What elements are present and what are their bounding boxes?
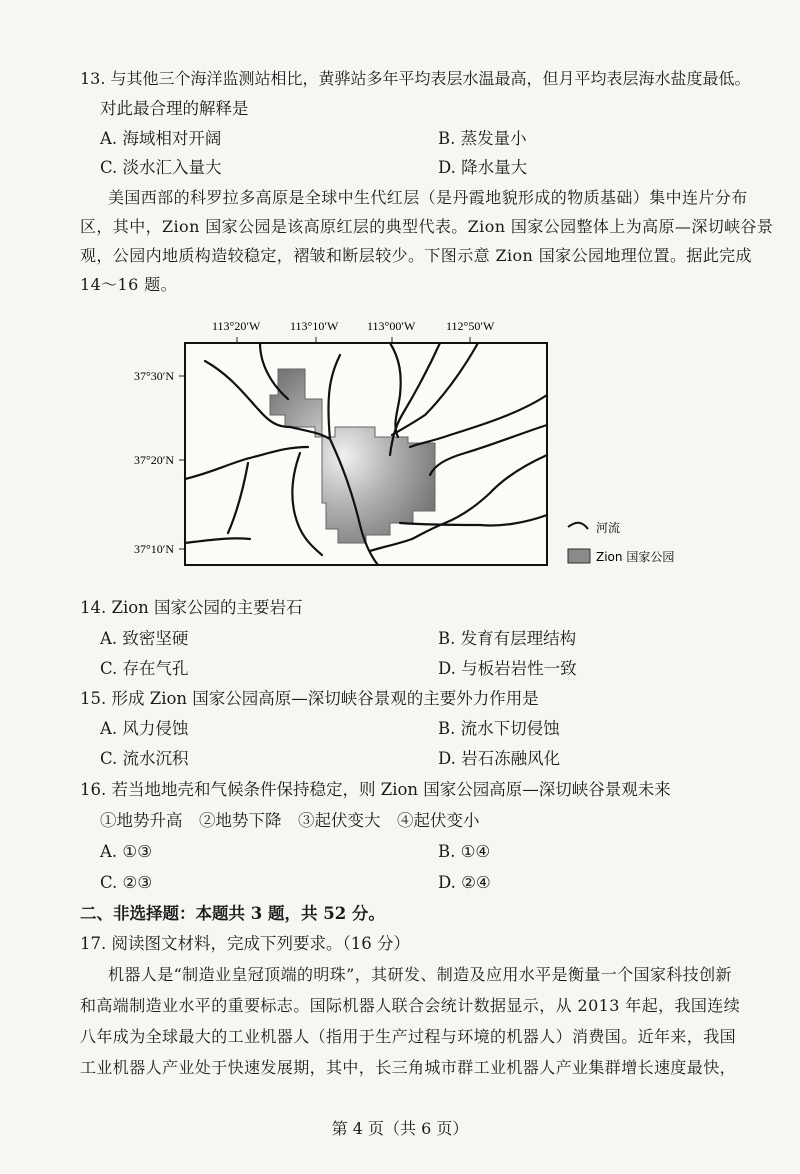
legend-river-label: 河流	[596, 521, 621, 535]
q15-stem: 15. 形成 Zion 国家公园高原—深切峡谷景观的主要外力作用是	[80, 689, 539, 708]
q16-option-c: C. ②③	[100, 873, 153, 892]
legend-park-label: Zion 国家公园	[596, 550, 675, 564]
q14-option-d: D. 与板岩岩性一致	[438, 659, 577, 678]
q16-option-a: A. ①③	[100, 842, 152, 861]
q13-option-a: A. 海域相对开阔	[100, 129, 222, 148]
q15-option-c: C. 流水沉积	[100, 749, 189, 768]
q14-option-c: C. 存在气孔	[100, 659, 189, 678]
q14-option-b: B. 发育有层理结构	[438, 629, 577, 648]
section-2-title: 二、非选择题：本题共 3 题，共 52 分。	[80, 904, 385, 923]
q17-line-1: 机器人是“制造业皇冠顶端的明珠”，其研发、制造及应用水平是衡量一个国家科技创新	[108, 965, 732, 984]
page-number: 第 4 页（共 6 页）	[331, 1119, 469, 1138]
legend-park-swatch	[568, 549, 590, 563]
q17-line-4: 工业机器人产业处于快速发展期，其中，长三角城市群工业机器人产业集群增长速度最快，	[80, 1058, 737, 1077]
q15-option-d: D. 岩石冻融风化	[438, 749, 561, 768]
legend-river-icon	[568, 523, 588, 529]
q17-line-3: 八年成为全球最大的工业机器人（指用于生产过程与环境的机器人）消费国。近年来，我国	[80, 1027, 737, 1046]
lat-label-3: 37°10′N	[134, 542, 175, 556]
q16-option-b: B. ①④	[438, 842, 491, 861]
q13-option-c: C. 淡水汇入量大	[100, 158, 222, 177]
q15-option-b: B. 流水下切侵蚀	[438, 719, 560, 738]
q14-option-a: A. 致密坚硬	[100, 629, 189, 648]
intro-line-4: 14～16 题。	[80, 275, 178, 294]
q15-option-a: A. 风力侵蚀	[100, 719, 189, 738]
lat-label-2: 37°20′N	[134, 453, 175, 467]
intro-line-3: 观，公园内地质构造较稳定，褶皱和断层较少。下图示意 Zion 国家公园地理位置。据此完成	[80, 246, 752, 265]
intro-line-2: 区，其中，Zion 国家公园是该高原红层的典型代表。Zion 国家公园整体上为高原—深切峡谷景	[80, 217, 774, 236]
q16-choices: ①地势升高 ②地势下降 ③起伏变大 ④起伏变小	[100, 811, 480, 830]
q13-option-b: B. 蒸发量小	[438, 129, 527, 148]
q13-option-d: D. 降水量大	[438, 158, 528, 177]
q16-option-d: D. ②④	[438, 873, 491, 892]
lon-label-1: 113°20′W	[212, 319, 261, 333]
zion-location-map	[130, 315, 690, 585]
intro-line-1: 美国西部的科罗拉多高原是全球中生代红层（是丹霞地貌形成的物质基础）集中连片分布	[108, 188, 748, 207]
q17-line-2: 和高端制造业水平的重要标志。国际机器人联合会统计数据显示，从 2013 年起，我国连续	[80, 996, 741, 1015]
lon-label-2: 113°10′W	[290, 319, 339, 333]
q16-stem: 16. 若当地地壳和气候条件保持稳定，则 Zion 国家公园高原—深切峡谷景观未来	[80, 780, 671, 799]
lon-label-4: 112°50′W	[446, 319, 495, 333]
lat-label-1: 37°30′N	[134, 369, 175, 383]
q13-stem-line2: 对此最合理的解释是	[100, 99, 249, 118]
lon-label-3: 113°00′W	[367, 319, 416, 333]
q14-stem: 14. Zion 国家公园的主要岩石	[80, 598, 303, 617]
q17-stem: 17. 阅读图文材料，完成下列要求。（16 分）	[80, 934, 410, 953]
q13-stem-line1: 13. 与其他三个海洋监测站相比，黄骅站多年平均表层水温最高，但月平均表层海水盐度最低。	[80, 69, 751, 88]
